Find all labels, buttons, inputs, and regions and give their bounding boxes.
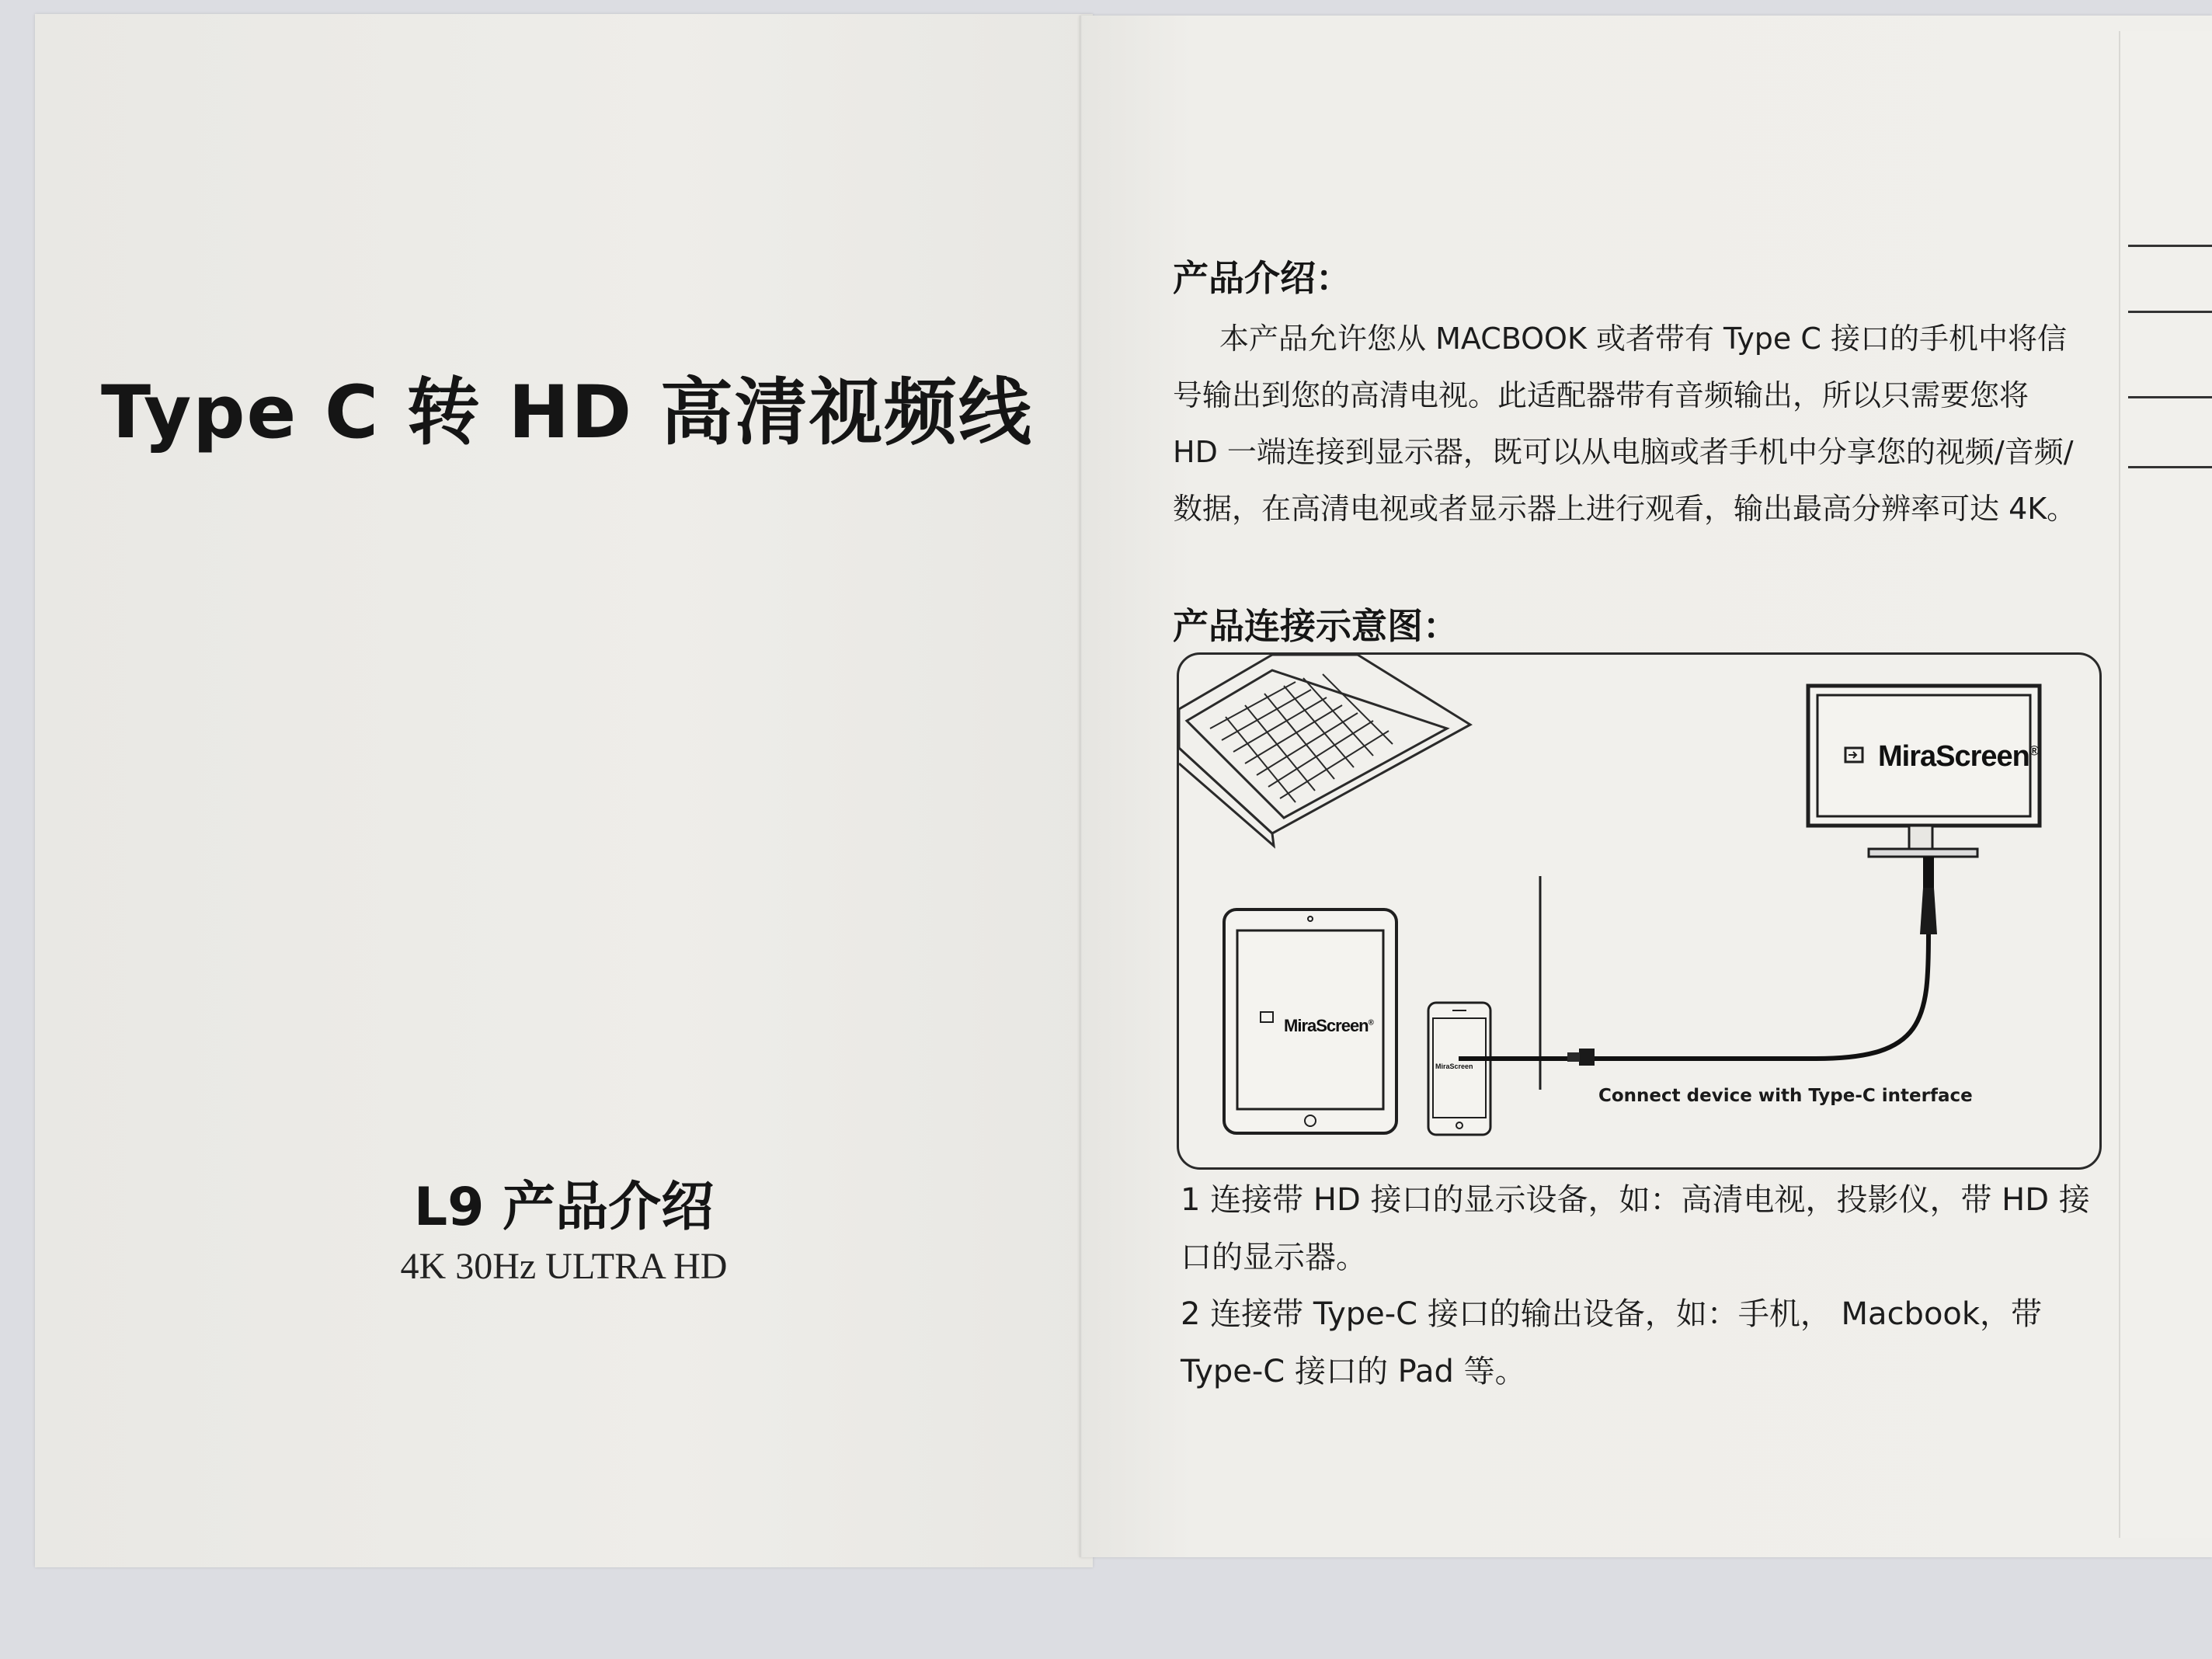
next-page-edge: [2119, 31, 2212, 1538]
page-fold: [1080, 16, 1082, 1557]
tablet-brand-label: MiraScreen®: [1284, 1016, 1373, 1035]
product-title: Type C 转 HD 高清视频线: [101, 370, 1033, 455]
laptop-icon: [1179, 655, 1470, 846]
step-2-text: 2 连接带 Type-C 接口的输出设备，如：手机， Macbook，带 Type-C 接口的 Pad 等。: [1181, 1296, 2043, 1389]
step-1-text: 1 连接带 HD 接口的显示设备，如：高清电视，投影仪，带 HD 接口的显示器。: [1181, 1182, 2090, 1275]
diagram-heading: 产品连接示意图：: [1173, 605, 1459, 647]
connection-diagram: [1177, 652, 2102, 1170]
model-subtitle: 4K 30Hz ULTRA HD: [400, 1246, 728, 1287]
left-page: [35, 14, 1093, 1567]
diagram-caption: Connect device with Type-C interface: [1598, 1086, 1973, 1106]
intro-heading: 产品介绍：: [1173, 257, 1351, 299]
monitor-brand-label: MiraScreen®: [1878, 740, 2039, 773]
cable-icon: [1459, 857, 1937, 1066]
model-title: L9 产品介绍: [413, 1177, 715, 1238]
intro-paragraph: 本产品允许您从 MACBOOK 或者带有 Type C 接口的手机中将信号输出到您的高清电视。此适配器带有音频输出，所以只需要您将 HD 一端连接到显示器，既可以从电脑或者手机中分享您的视频/音频/数据，在高清电视或者显示器上进行观看，输出最高分辨率可达 4K。: [1173, 322, 2077, 526]
phone-brand-label: MiraScreen: [1435, 1063, 1473, 1070]
